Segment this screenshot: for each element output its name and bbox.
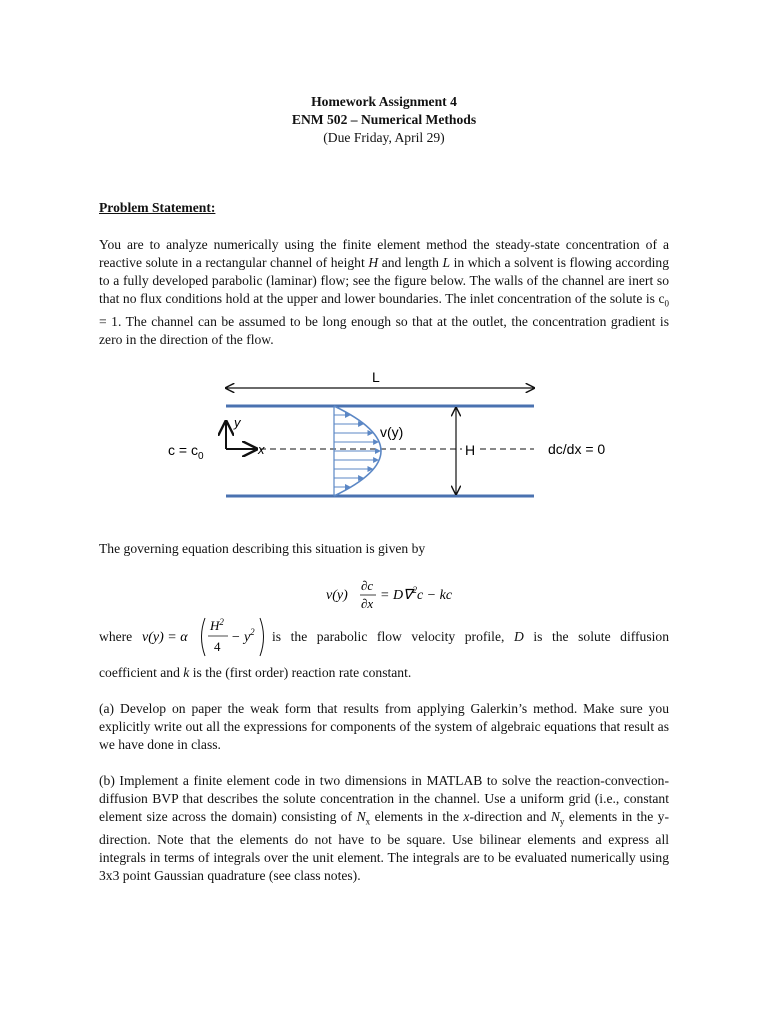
part-b-text-4: elements in the y-direction. Note that the elements do not have to be square. Use bilinear elements and express all integrals in terms of integrals over the unit element. The integrals are to be evaluated numerically using 3x3 point Gaussian quadrature (see class notes). [99,809,669,883]
vp-y-sup: 2 [250,627,255,637]
vp-paren-left [202,618,206,656]
intro-paragraph [99,236,669,349]
velocity-arrows [334,415,380,487]
eq-denom: ∂x [361,596,374,611]
where-text [272,628,669,646]
problem-heading: Problem Statement: [99,200,216,215]
eq-rhs-sup: 2 [412,585,417,595]
eq-rhs [380,585,453,603]
channel-figure [150,362,620,507]
part-b-nx-sub: x [365,816,371,827]
course-title: ENM 502 – Numerical Methods [291,112,477,127]
intro-text-3: in which a solvent is flowing according to a fully developed parabolic (laminar) flow; see the figure below. The walls of the channel are inert so that no flux conditions hold at the upper and lower boundaries. The inlet concentration of the solute is c [99,255,669,306]
document-header [0,93,768,147]
due-date: (Due Friday, April 29) [323,130,445,145]
coeff-text-2: is the (first order) reaction rate constant. [189,665,412,680]
eq-numer: ∂c [361,578,374,593]
vp-numer-h: H [210,618,220,633]
part-a: (a) Develop on paper the weak form that results from applying Galerkin’s method. Make sure you explicitly write out all the expressions for components of the system of algebraic equations that result as we have done in class. [99,701,669,752]
x-axis-label: x [258,442,265,457]
part-b-text-2: elements in the [370,809,464,824]
vp-numer-sup: 2 [219,617,224,627]
vp-minus-y: − y [231,630,251,645]
where-var-d: D [513,629,524,644]
intro-sub-0: 0 [664,298,669,309]
eq-rhs-2: c − kc [416,588,453,603]
where-text-2: is the solute diffusion [523,629,670,644]
intro-var-h: H [368,255,379,270]
part-b-nx: N [356,809,366,824]
y-axis-label: y [234,415,241,430]
eq-lhs: v(y) [326,588,348,603]
part-b [99,772,669,885]
intro-text-2: and length [378,255,443,270]
part-b-xdir: x [463,809,470,824]
vp-paren-right [260,618,264,656]
intro-var-l: L [442,255,450,270]
vp-minus [231,627,255,645]
coeff-text-1: coefficient and [99,665,184,680]
inlet-bc-sub: 0 [197,451,204,462]
height-label: H [465,442,476,458]
where-word: where [99,629,133,644]
part-b-ny-sub: y [559,816,565,827]
outlet-bc: dc/dx = 0 [548,441,606,457]
governing-equation [326,578,466,614]
length-label: L [372,369,380,385]
velocity-label: v(y) [380,424,404,440]
where-text-1: is the parabolic flow velocity profile, [272,629,514,644]
eq-rhs-1: = D∇ [380,588,413,603]
part-b-text-3: -direction and [469,809,551,824]
vp-denom: 4 [214,639,221,654]
inlet-bc [168,442,204,462]
governing-intro: The governing equation describing this situation is given by [99,541,426,556]
part-b-ny: N [550,809,560,824]
vp-numer [209,617,224,633]
intro-text-1: You are to analyze numerically using the finite element method the steady-state concentration of a reactive solute in a rectangular channel of height [99,237,669,270]
intro-text-4: = 1. The channel can be assumed to be long enough so that at the outlet, the concentration gradient is zero in the direction of the flow. [99,313,669,347]
inlet-bc-text: c = c [168,442,198,458]
assignment-title: Homework Assignment 4 [311,94,457,109]
part-b-text-1: (b) Implement a finite element code in two dimensions in MATLAB to solve the reaction-convection-diffusion BVP that describes the solute concentration in the channel. Use a uniform grid (i.e., constant element size across the domain) consisting of [99,773,669,824]
coeff-var-k: k [183,665,190,680]
coefficient-line [99,664,669,682]
velocity-profile-equation [142,614,270,660]
vp-lhs: v(y) = α [142,630,188,645]
